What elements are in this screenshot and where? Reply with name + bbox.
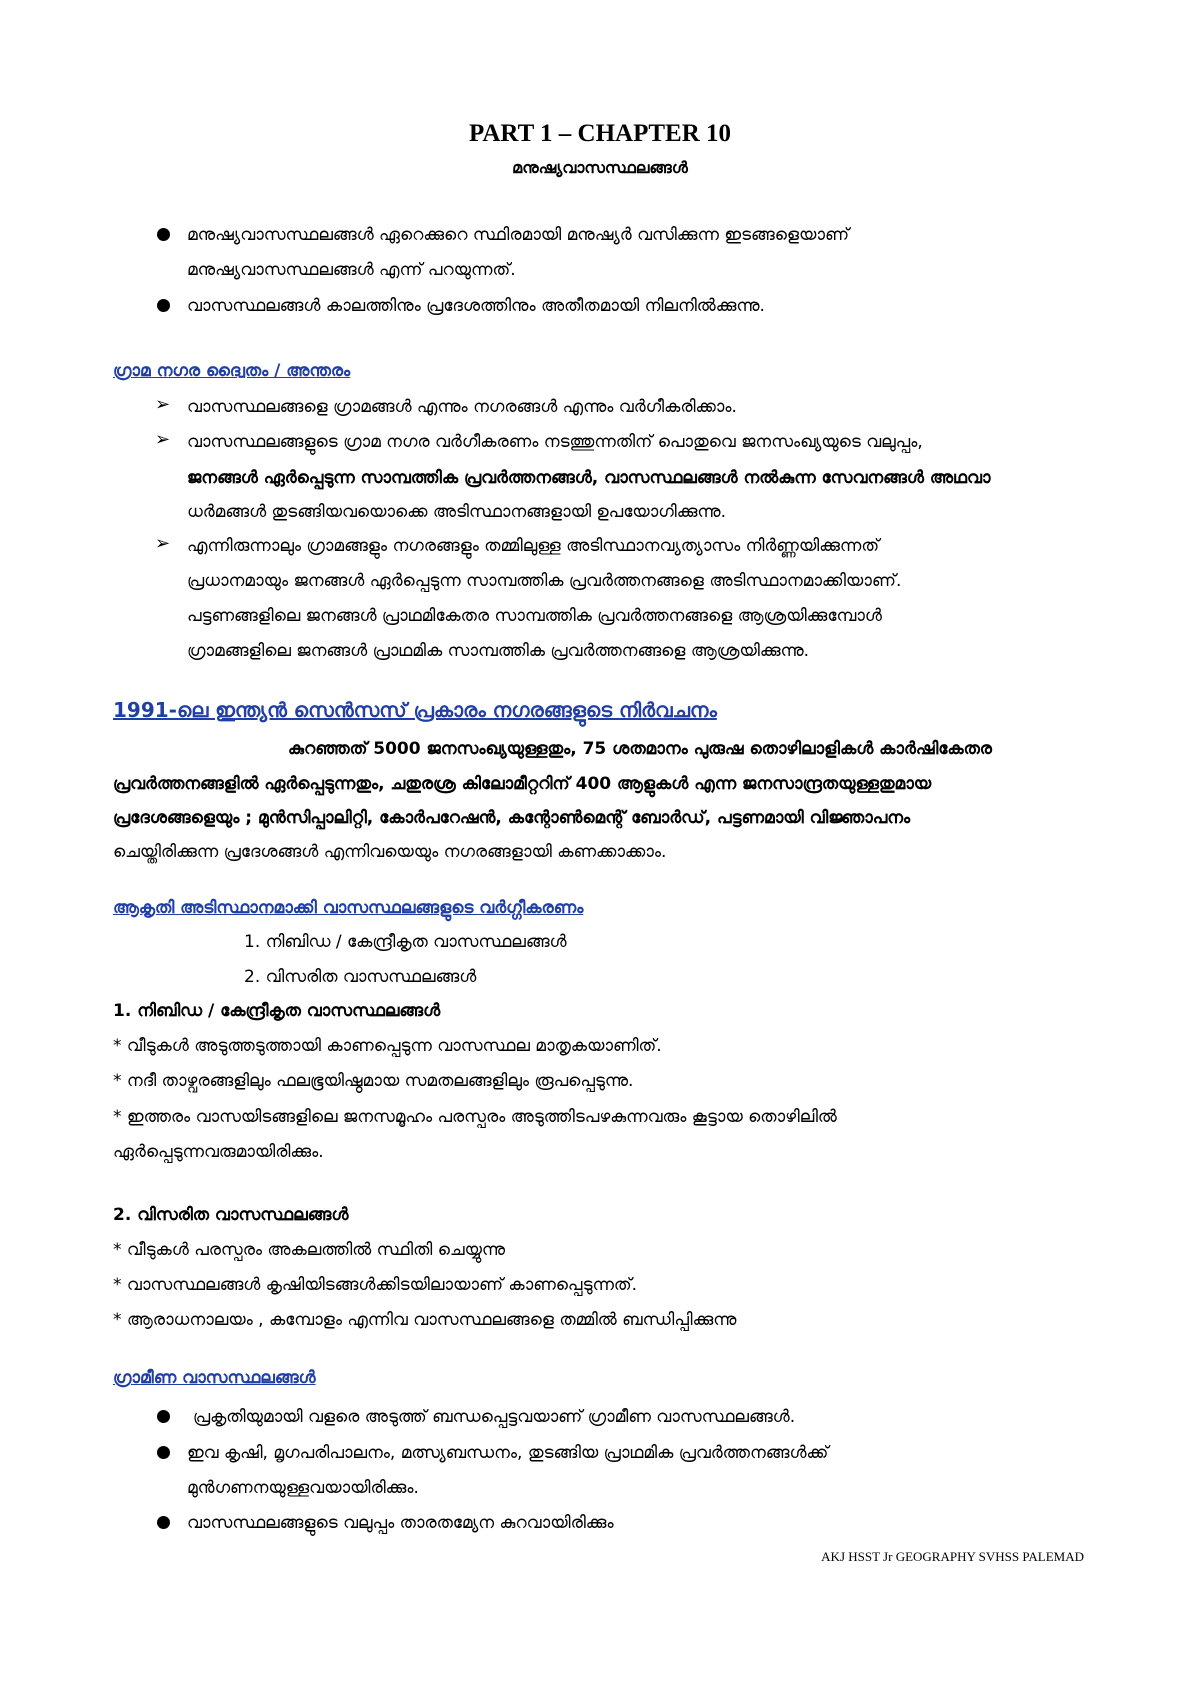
dispersed-line-2: * വാസസ്ഥലങ്ങൾ കൃഷിയിടങ്ങൾക്കിടയിലായാണ് കാണപ്പെടുന്നത്. xyxy=(113,1275,638,1295)
rural-bullet-2-cont: മുൻഗണനയുള്ളവയായിരിക്കും. xyxy=(187,1478,419,1498)
compact-heading: 1. നിബിഡ / കേന്ദ്രീകൃത വാസസ്ഥലങ്ങൾ xyxy=(113,1001,441,1021)
bullet-dot-icon xyxy=(157,1516,170,1529)
footer-credit: AKJ HSST Jr GEOGRAPHY SVHSS PALEMAD xyxy=(821,1549,1084,1564)
bullet-dot-icon xyxy=(157,299,170,312)
rural-urban-point-2-end: ധർമങ്ങൾ തുടങ്ങിയവയൊക്കെ അടിസ്ഥാനങ്ങളായി ഉപയോഗിക്കുന്നു. xyxy=(187,502,726,522)
section-heading-census: 1991-ലെ ഇന്ത്യൻ സെൻസസ് പ്രകാരം നഗരങ്ങളുടെ നിർവചനം xyxy=(113,698,717,722)
dispersed-line-3: * ആരാധനാലയം , കമ്പോളം എന്നിവ വാസസ്ഥലങ്ങളെ തമ്മിൽ ബന്ധിപ്പിക്കുന്നു xyxy=(113,1310,737,1330)
rural-urban-point-2-cont: ജനങ്ങൾ ഏർപ്പെടുന്ന സാമ്പത്തിക പ്രവർത്തനങ്ങൾ, വാസസ്ഥലങ്ങൾ നൽകുന്ന സേവനങ്ങൾ അഥവാ xyxy=(187,468,991,488)
rural-urban-point-3-cont1: പ്രധാനമായും ജനങ്ങൾ ഏർപ്പെടുന്ന സാമ്പത്തിക പ്രവർത്തനങ്ങളെ അടിസ്ഥാനമാക്കിയാണ്. xyxy=(187,571,902,591)
compact-line-4: ഏർപ്പെടുന്നവരുമായിരിക്കും. xyxy=(113,1142,324,1162)
section-heading-rural-urban: ഗ്രാമ നഗര ദ്വൈതം / അന്തരം xyxy=(113,361,351,381)
bullet-dot-icon xyxy=(157,1410,170,1423)
census-line-1: കുറഞ്ഞത് 5000 ജനസംഖ്യയുള്ളതും, 75 ശതമാനം പുരുഷ തൊഴിലാളികൾ കാർഷികേതര xyxy=(288,739,992,759)
page-subtitle: മനുഷ്യവാസസ്ഥലങ്ങൾ xyxy=(512,158,688,177)
arrow-bullet-icon: ➢ xyxy=(155,394,171,415)
section-heading-rural: ഗ്രാമീണ വാസസ്ഥലങ്ങൾ xyxy=(113,1368,316,1388)
arrow-bullet-icon: ➢ xyxy=(155,429,171,450)
intro-bullet-1: മനുഷ്യവാസസ്ഥലങ്ങൾ ഏറെക്കുറെ സ്ഥിരമായി മനുഷ്യർ വസിക്കുന്ന ഇടങ്ങളെയാണ് xyxy=(187,225,850,245)
rural-urban-point-3-cont3: ഗ്രാമങ്ങളിലെ ജനങ്ങൾ പ്രാഥമിക സാമ്പത്തിക പ്രവർത്തനങ്ങളെ ആശ്രയിക്കുന്നു. xyxy=(187,641,810,661)
compact-line-1: * വീടുകൾ അടുത്തടുത്തായി കാണപ്പെടുന്ന വാസസ്ഥല മാതൃകയാണിത്. xyxy=(113,1036,662,1056)
census-line-3: പ്രദേശങ്ങളെയും ; മുൻസിപ്പാലിറ്റി, കോർപറേഷൻ, കന്റോൺമെന്റ് ബോർഡ്, പട്ടണമായി വിജ്ഞാപനം xyxy=(113,808,911,828)
section-heading-shape: ആകൃതി അടിസ്ഥാനമാക്കി വാസസ്ഥലങ്ങളുടെ വർഗ്ഗീകരണം xyxy=(113,898,584,918)
intro-bullet-2: വാസസ്ഥലങ്ങൾ കാലത്തിനും പ്രദേശത്തിനും അതീതമായി നിലനിൽക്കുന്നു. xyxy=(187,296,765,316)
compact-line-3: * ഇത്തരം വാസയിടങ്ങളിലെ ജനസമൂഹം പരസ്പരം അടുത്തിടപഴകുന്നവരും കൂട്ടായ തൊഴിലിൽ xyxy=(113,1107,837,1127)
compact-line-2: * നദീ താഴ്വരങ്ങളിലും ഫലഭൂയിഷ്ഠമായ സമതലങ്ങളിലും രൂപപ്പെടുന്നു. xyxy=(113,1071,634,1091)
shape-list-item-1: 1. നിബിഡ / കേന്ദ്രീകൃത വാസസ്ഥലങ്ങൾ xyxy=(244,932,567,952)
rural-urban-point-3: എന്നിരുന്നാലും ഗ്രാമങ്ങളും നഗരങ്ങളും തമ്മിലുള്ള അടിസ്ഥാനവ്യത്യാസം നിർണ്ണയിക്കുന്നത് xyxy=(187,536,880,556)
bullet-dot-icon xyxy=(157,228,170,241)
rural-bullet-1: പ്രകൃതിയുമായി വളരെ അടുത്ത് ബന്ധപ്പെട്ടവയാണ് ഗ്രാമീണ വാസസ്ഥലങ്ങൾ. xyxy=(193,1407,796,1427)
census-line-2: പ്രവർത്തനങ്ങളിൽ ഏർപ്പെടുന്നതും, ചതുരശ്ര കിലോമീറ്ററിന് 400 ആളുകൾ എന്ന ജനസാന്ദ്രതയുള്ളതുമായ xyxy=(113,774,932,794)
bullet-dot-icon xyxy=(157,1446,170,1459)
rural-bullet-2: ഇവ കൃഷി, മൃഗപരിപാലനം, മത്സ്യബന്ധനം, തുടങ്ങിയ പ്രാഥമിക പ്രവർത്തനങ്ങൾക്ക് xyxy=(187,1443,829,1463)
rural-urban-point-3-cont2: പട്ടണങ്ങളിലെ ജനങ്ങൾ പ്രാഥമികേതര സാമ്പത്തിക പ്രവർത്തനങ്ങളെ ആശ്രയിക്കുമ്പോൾ xyxy=(187,606,882,626)
rural-urban-point-2: വാസസ്ഥലങ്ങളുടെ ഗ്രാമ നഗര വർഗീകരണം നടത്തുന്നതിന് പൊതുവെ ജനസംഖ്യയുടെ വലുപ്പം, xyxy=(187,432,923,452)
dispersed-line-1: * വീടുകൾ പരസ്പരം അകലത്തിൽ സ്ഥിതി ചെയ്യുന്നു xyxy=(113,1240,506,1260)
rural-bullet-3: വാസസ്ഥലങ്ങളുടെ വലുപ്പം താരതമ്യേന കുറവായിരിക്കും xyxy=(187,1513,614,1533)
arrow-bullet-icon: ➢ xyxy=(155,533,171,554)
shape-list-item-2: 2. വിസരിത വാസസ്ഥലങ്ങൾ xyxy=(244,967,477,987)
dispersed-heading: 2. വിസരിത വാസസ്ഥലങ്ങൾ xyxy=(113,1205,349,1225)
page-title: PART 1 – CHAPTER 10 xyxy=(468,120,732,147)
intro-bullet-1-cont: മനുഷ്യവാസസ്ഥലങ്ങൾ എന്ന് പറയുന്നത്. xyxy=(187,260,516,280)
census-line-4: ചെയ്തിരിക്കുന്ന പ്രദേശങ്ങൾ എന്നിവയെയും നഗരങ്ങളായി കണക്കാക്കാം. xyxy=(113,842,667,862)
rural-urban-point-1: വാസസ്ഥലങ്ങളെ ഗ്രാമങ്ങൾ എന്നും നഗരങ്ങൾ എന്നും വർഗീകരിക്കാം. xyxy=(187,397,737,417)
